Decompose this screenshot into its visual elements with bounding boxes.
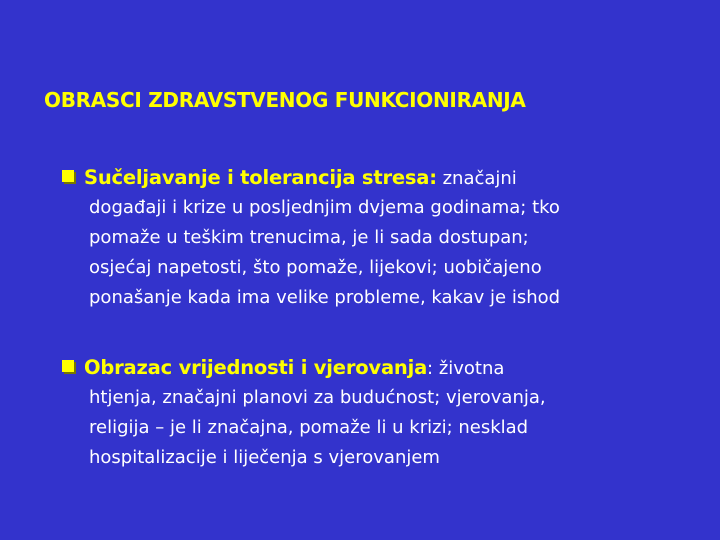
bullet-text-line: pomaže u teškim trenucima, je li sada dostupan; [89,227,529,248]
bullet-head [62,353,662,383]
bullet-heading: Sučeljavanje i tolerancija stresa: [84,166,437,189]
bullet-item-values-beliefs [62,353,662,473]
bullet-text-line: hospitalizacije i liječenja s vjerovanjem [89,447,440,468]
bullet-heading: Obrazac vrijednosti i vjerovanja [84,356,428,379]
bullet-head [62,163,662,193]
bullet-lead [84,353,504,384]
bullet-text-line: ponašanje kada ima velike probleme, kakav je ishod [89,287,561,308]
bullet-heading-tail: : životna [427,358,505,379]
slide-title: OBRASCI ZDRAVSTVENOG FUNKCIONIRANJA [44,88,526,112]
bullet-text-line: htjenja, značajni planovi za budućnost; vjerovanja, [89,387,546,408]
bullet-text-line: osjećaj napetosti, što pomaže, lijekovi; uobičajeno [89,257,542,278]
bullet-text-line: religija – je li značajna, pomaže li u krizi; nesklad [89,417,529,438]
bullet-lead [84,163,517,194]
bullet-item-coping-stress [62,163,662,313]
bullet-heading-tail: značajni [436,168,517,189]
square-bullet-icon [62,360,74,372]
square-bullet-icon [62,170,74,182]
bullet-text-line: događaji i krize u posljednjim dvjema godinama; tko [89,197,560,218]
